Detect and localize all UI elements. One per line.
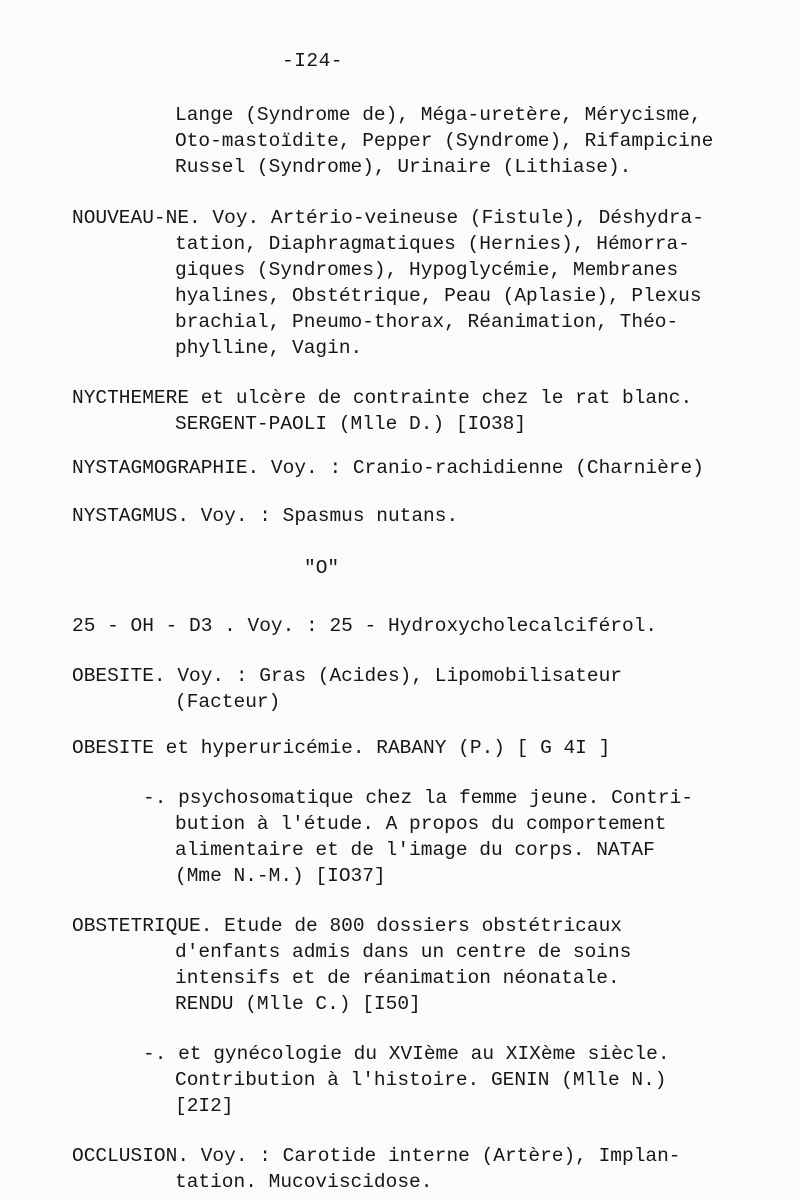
entry-line: OCCLUSION. Voy. : Carotide interne (Artère), Implan- (72, 1145, 681, 1167)
entry-line: NYCTHEMERE et ulcère de contrainte chez le rat blanc. (72, 387, 693, 409)
entry-line: (Mme N.-M.) [IO37] (175, 865, 386, 887)
entry-line: Russel (Syndrome), Urinaire (Lithiase). (175, 156, 632, 178)
entry-line: -. psychosomatique chez la femme jeune. Contri- (143, 787, 693, 809)
entry-line: RENDU (Mlle C.) [I50] (175, 993, 421, 1015)
entry-line: hyalines, Obstétrique, Peau (Aplasie), Plexus (175, 285, 702, 307)
entry-line: SERGENT-PAOLI (Mlle D.) [IO38] (175, 413, 527, 435)
entry-line: OBESITE et hyperuricémie. RABANY (P.) [ G 4I ] (72, 737, 611, 759)
entry-line: NYSTAGMUS. Voy. : Spasmus nutans. (72, 505, 459, 527)
entry-line: d'enfants admis dans un centre de soins (175, 941, 632, 963)
section-letter: "O" (304, 557, 340, 579)
entry-line: Contribution à l'histoire. GENIN (Mlle N.) (175, 1069, 667, 1091)
entry-line: 25 - OH - D3 . Voy. : 25 - Hydroxycholecalciférol. (72, 615, 658, 637)
entry-line: OBSTETRIQUE. Etude de 800 dossiers obstétricaux (72, 915, 622, 937)
entry-line: -. et gynécologie du XVIème au XIXème siècle. (143, 1043, 670, 1065)
entry-line: NOUVEAU-NE. Voy. Artério-veineuse (Fistule), Déshydra- (72, 207, 704, 229)
entry-line: OBESITE. Voy. : Gras (Acides), Lipomobilisateur (72, 665, 622, 687)
entry-line: Oto-mastoïdite, Pepper (Syndrome), Rifampicine (175, 130, 714, 152)
entry-line: NYSTAGMOGRAPHIE. Voy. : Cranio-rachidienne (Charnière) (72, 457, 704, 479)
entry-line: alimentaire et de l'image du corps. NATAF (175, 839, 655, 861)
page-number: -I24- (282, 50, 344, 72)
entry-line: tation. Mucoviscidose. (175, 1171, 433, 1193)
entry-line: [2I2] (175, 1095, 234, 1117)
entry-line: (Facteur) (175, 691, 281, 713)
entry-line: tation, Diaphragmatiques (Hernies), Hémorra- (175, 233, 690, 255)
entry-line: giques (Syndromes), Hypoglycémie, Membranes (175, 259, 679, 281)
entry-line: Lange (Syndrome de), Méga-uretère, Mérycisme, (175, 104, 702, 126)
entry-line: phylline, Vagin. (175, 337, 363, 359)
entry-line: bution à l'étude. A propos du comportement (175, 813, 667, 835)
entry-line: intensifs et de réanimation néonatale. (175, 967, 620, 989)
entry-line: brachial, Pneumo-thorax, Réanimation, Théo- (175, 311, 679, 333)
